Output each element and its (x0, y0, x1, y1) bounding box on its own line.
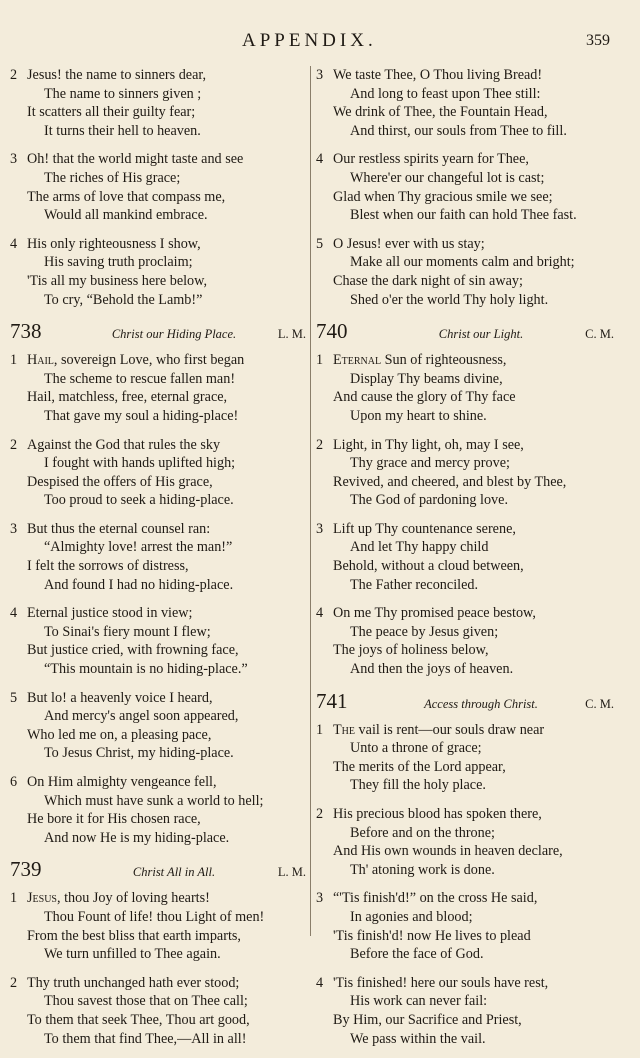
verse-line-text: And found I had no hiding-place. (44, 576, 234, 593)
verse-line (316, 824, 616, 843)
hymn-number: 741 (316, 688, 348, 713)
verse-line-text: Thou Fount of life! thou Light of men! (44, 908, 265, 925)
hymn-meter: L. M. (277, 865, 306, 880)
verse-number: 6 (10, 774, 18, 790)
verse-line (316, 739, 616, 758)
hymn-number: 739 (10, 857, 42, 882)
verse-line (10, 744, 308, 763)
verse-line (316, 861, 616, 880)
verse (316, 436, 616, 510)
verse-number: 2 (10, 67, 18, 83)
verse-line-text: And His own wounds in heaven declare, (333, 843, 563, 860)
verse-line (10, 660, 308, 679)
verse-line (10, 85, 308, 104)
verse-line-text: It turns their hell to heaven. (44, 122, 201, 139)
verse-line-text: We drink of Thee, the Fountain Head, (333, 104, 548, 121)
verse-line (316, 641, 616, 660)
hymn-title: Christ our Hiding Place. (111, 327, 237, 342)
verse-line (316, 370, 616, 389)
verse-line (316, 351, 616, 370)
verse-line-text: And cause the glory of Thy face (333, 389, 516, 406)
verse-line-text: 'Tis finish'd! now He lives to plead (333, 927, 531, 944)
hymn-meter: C. M. (585, 327, 614, 342)
verse-line (10, 792, 308, 811)
verse-line (316, 454, 616, 473)
hymn-meter: L. M. (277, 327, 306, 342)
verse-line-text: Hail, matchless, free, eternal grace, (27, 389, 228, 406)
column-divider (310, 66, 311, 936)
verse-line-text: sovereign Love, who first began (57, 352, 245, 369)
verse (316, 974, 616, 1048)
verse-line (316, 188, 616, 207)
verse-line (316, 103, 616, 122)
verse-line-text: Before the face of God. (350, 946, 484, 963)
verse-line (316, 235, 616, 254)
verse-line (10, 623, 308, 642)
verse-line (10, 604, 308, 623)
verse (10, 689, 308, 763)
running-title: APPENDIX. (242, 30, 377, 51)
verse-number: 3 (316, 67, 324, 83)
verse-line (10, 889, 308, 908)
verse-number: 3 (10, 151, 18, 168)
verse-line-text: The name to sinners given ; (44, 85, 202, 102)
verse-line-text: “Almighty love! arrest the man!” (44, 539, 233, 556)
verse-line (10, 436, 308, 455)
verse-line (10, 150, 308, 169)
verse-line-text: Chase the dark night of sin away; (333, 272, 523, 289)
verse-line-text: But thus the eternal counsel ran: (27, 520, 211, 537)
verse-line-text: Would all mankind embrace. (44, 207, 208, 224)
verse-line-text: Against the God that rules the sky (27, 436, 221, 453)
verse-number: 2 (316, 436, 324, 453)
verse-line-text: Upon my heart to shine. (350, 407, 487, 424)
verse-line (316, 974, 616, 993)
verse-line (10, 974, 308, 993)
verse-line (10, 927, 308, 946)
verse-line-text: O Jesus! ever with us stay; (333, 235, 485, 252)
verse-line-text: To Jesus Christ, my hiding-place. (44, 745, 234, 762)
verse-line (10, 388, 308, 407)
verse-line (10, 351, 308, 370)
verse-line-text: The joys of holiness below, (333, 642, 489, 659)
verse-line-text: In agonies and blood; (350, 908, 473, 925)
verse (10, 889, 308, 963)
verse-line-text: 'Tis finished! here our souls have rest, (333, 974, 549, 991)
verse (10, 150, 308, 224)
verse-line-text: The merits of the Lord appear, (333, 758, 506, 775)
verse (10, 773, 308, 847)
hymn-meter: C. M. (585, 696, 614, 711)
verse-line (10, 773, 308, 792)
verse-line (10, 122, 308, 141)
verse-line (316, 557, 616, 576)
verse (10, 974, 308, 1048)
verse-line (10, 206, 308, 225)
verse-line (316, 491, 616, 510)
verse-line-text: His work can never fail: (350, 993, 488, 1010)
verse-number: 4 (316, 151, 324, 168)
verse (10, 351, 308, 425)
verse-line-text: vail is rent—our souls draw near (355, 721, 545, 738)
verse-line (10, 491, 308, 510)
verse (316, 351, 616, 425)
verse-line (316, 908, 616, 927)
verse-line (316, 150, 616, 169)
verse-line (10, 707, 308, 726)
verse-first-word: The (333, 721, 355, 738)
verse-line (316, 776, 616, 795)
verse-line-text: His saving truth proclaim; (44, 254, 193, 271)
verse-line (10, 689, 308, 708)
verse (316, 235, 616, 309)
verse-number: 2 (316, 806, 324, 822)
verse-line (10, 272, 308, 291)
verse-line-text: Lift up Thy countenance serene, (333, 520, 516, 537)
verse-line (316, 85, 616, 104)
verse-line-text: Eternal justice stood in view; (27, 605, 193, 622)
verse-number: 2 (10, 436, 18, 453)
verse-line-text: Jesus! the name to sinners dear, (27, 67, 207, 83)
verse-line-text: Despised the offers of His grace, (27, 473, 213, 490)
verse-line-text: And long to feast upon Thee still: (350, 85, 541, 102)
verse-line-text: Th' atoning work is done. (350, 861, 495, 878)
verse-line-text: He bore it for His chosen race, (27, 811, 201, 828)
verse-line (316, 538, 616, 557)
verse-line-text: Glad when Thy gracious smile we see; (333, 188, 553, 205)
verse-line-text: They fill the holy place. (350, 777, 486, 794)
verse-line-text: We turn unfilled to Thee again. (44, 946, 221, 963)
verse-number: 4 (316, 974, 324, 991)
verse-line (316, 66, 616, 85)
verse-line (10, 188, 308, 207)
verse-line (316, 407, 616, 426)
verse-line (316, 272, 616, 291)
hymn-title: Access through Christ. (424, 696, 538, 711)
verse-line (316, 122, 616, 141)
verse-line (10, 576, 308, 595)
verse-number: 5 (10, 689, 18, 706)
verse-line (10, 1030, 308, 1049)
verse-line (316, 169, 616, 188)
verse-line (10, 538, 308, 557)
verse-line-text: Which must have sunk a world to hell; (44, 792, 264, 809)
verse-line (10, 103, 308, 122)
verse-line-text: Make all our moments calm and bright; (350, 254, 575, 271)
verse-number: 1 (316, 352, 324, 369)
verse-line (316, 473, 616, 492)
verse (316, 520, 616, 594)
verse-number: 1 (10, 890, 18, 907)
verse-line-text: And let Thy happy child (350, 539, 489, 556)
verse (316, 66, 616, 140)
verse-line (10, 641, 308, 660)
hymn-title: Christ our Light. (438, 327, 524, 342)
verse-first-word: Jesus, (27, 890, 61, 907)
hymn-heading (10, 857, 308, 883)
verse-number: 1 (316, 721, 324, 738)
verse-line-text: Too proud to seek a hiding-place. (44, 492, 234, 509)
verse-line (10, 253, 308, 272)
hymn-number: 740 (316, 319, 348, 344)
verse-line-text: And thirst, our souls from Thee to fill. (350, 122, 567, 139)
verse-line-text: Unto a throne of grace; (350, 740, 482, 757)
verse-line (316, 842, 616, 861)
verse-line (10, 291, 308, 310)
verse-line (10, 407, 308, 426)
verse (10, 520, 308, 594)
verse-line-text: His only righteousness I show, (27, 235, 201, 252)
verse-number: 4 (10, 605, 18, 622)
verse-line-text: The God of pardoning love. (350, 492, 508, 509)
verse-line-text: But lo! a heavenly voice I heard, (27, 689, 213, 706)
verse-line-text: Sun of righteousness, (381, 352, 507, 369)
verse-line (316, 927, 616, 946)
verse (10, 436, 308, 510)
verse-line (10, 66, 308, 85)
verse-line (316, 758, 616, 777)
verse-line-text: Our restless spirits yearn for Thee, (333, 151, 529, 168)
verse-line-text: And now He is my hiding-place. (44, 829, 230, 846)
page-number: 359 (586, 32, 610, 49)
verse-line-text: I fought with hands uplifted high; (44, 455, 236, 472)
verse-line (10, 454, 308, 473)
verse (316, 604, 616, 678)
verse-line-text: I felt the sorrows of distress, (27, 558, 189, 575)
left-column (10, 66, 308, 1058)
verse-line (10, 370, 308, 389)
page-header (0, 30, 640, 54)
verse-line-text: The Father reconciled. (350, 576, 479, 593)
verse-line (316, 992, 616, 1011)
verse-line (10, 945, 308, 964)
verse-number: 1 (10, 352, 18, 369)
verse-line-text: On me Thy promised peace bestow, (333, 605, 536, 622)
verse-line (316, 945, 616, 964)
verse-line (316, 206, 616, 225)
verse-line-text: The arms of love that compass me, (27, 188, 226, 205)
verse-line-text: On Him almighty vengeance fell, (27, 774, 217, 790)
verse-line (316, 805, 616, 824)
verse-line-text: The peace by Jesus given; (350, 623, 499, 640)
verse-line (316, 889, 616, 908)
verse-line-text: From the best bliss that earth imparts, (27, 927, 241, 944)
verse-line (316, 291, 616, 310)
verse (10, 604, 308, 678)
hymn-heading (10, 319, 308, 345)
verse-line (316, 520, 616, 539)
verse-number: 3 (316, 890, 324, 907)
verse-number: 5 (316, 235, 324, 252)
verse (10, 66, 308, 140)
verse-line-text: To them that find Thee,—All in all! (44, 1030, 247, 1047)
verse (316, 805, 616, 879)
verse-line-text: The riches of His grace; (44, 169, 181, 186)
verse-line-text: We taste Thee, O Thou living Bread! (333, 67, 543, 83)
verse (10, 235, 308, 309)
verse-line-text: Behold, without a cloud between, (333, 558, 524, 575)
verse-line (10, 908, 308, 927)
verse-line-text: 'Tis all my business here below, (27, 272, 208, 289)
verse-line-text: Thy grace and mercy prove; (350, 455, 510, 472)
hymn-heading (316, 689, 616, 715)
verse-line-text: His precious blood has spoken there, (333, 806, 542, 822)
verse-line-text: Thy truth unchanged hath ever stood; (27, 974, 240, 991)
verse-line (316, 1011, 616, 1030)
verse-line (10, 829, 308, 848)
verse-line (316, 721, 616, 740)
verse-line-text: Oh! that the world might taste and see (27, 151, 244, 168)
verse-number: 4 (316, 605, 324, 622)
verse-line-text: The scheme to rescue fallen man! (44, 370, 236, 387)
verse-number: 2 (10, 974, 18, 991)
verse-line (316, 436, 616, 455)
verse-line-text: Light, in Thy light, oh, may I see, (333, 436, 524, 453)
verse-line-text: To them that seek Thee, Thou art good, (27, 1011, 250, 1028)
verse-line (10, 473, 308, 492)
verse-line-text: Where'er our changeful lot is cast; (350, 169, 545, 186)
verse-line (10, 810, 308, 829)
verse-line-text: We pass within the vail. (350, 1030, 486, 1047)
verse-line (316, 253, 616, 272)
verse-line (316, 604, 616, 623)
verse-line-text: And then the joys of heaven. (350, 661, 514, 678)
verse-line (316, 576, 616, 595)
verse-line-text: Display Thy beams divine, (350, 370, 503, 387)
verse-line-text: By Him, our Sacrifice and Priest, (333, 1011, 522, 1028)
verse (316, 889, 616, 963)
verse-number: 3 (10, 520, 18, 537)
verse-line-text: “'Tis finish'd!” on the cross He said, (333, 890, 538, 907)
verse-line-text: “This mountain is no hiding-place.” (44, 661, 248, 678)
right-column (316, 66, 616, 1058)
hymn-title: Christ All in All. (132, 865, 216, 880)
verse-line-text: And mercy's angel soon appeared, (44, 708, 239, 725)
verse-line (10, 235, 308, 254)
verse-line (10, 520, 308, 539)
verse-line (316, 660, 616, 679)
verse-line-text: thou Joy of loving hearts! (60, 890, 210, 907)
verse-first-word: Hail, (27, 352, 58, 369)
verse-line-text: Blest when our faith can hold Thee fast. (350, 207, 577, 224)
verse-line (316, 388, 616, 407)
verse-first-word: Eternal (333, 352, 382, 369)
verse-line-text: To cry, “Behold the Lamb!” (44, 291, 203, 308)
verse-line (10, 726, 308, 745)
verse-line-text: Who led me on, a pleasing pace, (27, 726, 212, 743)
verse-line-text: But justice cried, with frowning face, (27, 642, 239, 659)
verse-number: 4 (10, 235, 18, 252)
verse (316, 150, 616, 224)
verse (316, 721, 616, 795)
hymn-number: 738 (10, 319, 42, 344)
verse-line (10, 169, 308, 188)
hymn-heading (316, 319, 616, 345)
verse-line (316, 1030, 616, 1049)
verse-line-text: Thou savest those that on Thee call; (44, 993, 248, 1010)
verse-line-text: To Sinai's fiery mount I flew; (44, 623, 211, 640)
verse-line-text: It scatters all their guilty fear; (27, 104, 196, 121)
verse-line (316, 623, 616, 642)
verse-line-text: That gave my soul a hiding-place! (44, 407, 239, 424)
verse-line-text: Shed o'er the world Thy holy light. (350, 291, 549, 308)
verse-line-text: Before and on the throne; (350, 824, 495, 841)
verse-number: 3 (316, 520, 324, 537)
verse-line (10, 1011, 308, 1030)
verse-line (10, 557, 308, 576)
verse-line (10, 992, 308, 1011)
verse-line-text: Revived, and cheered, and blest by Thee, (333, 473, 567, 490)
